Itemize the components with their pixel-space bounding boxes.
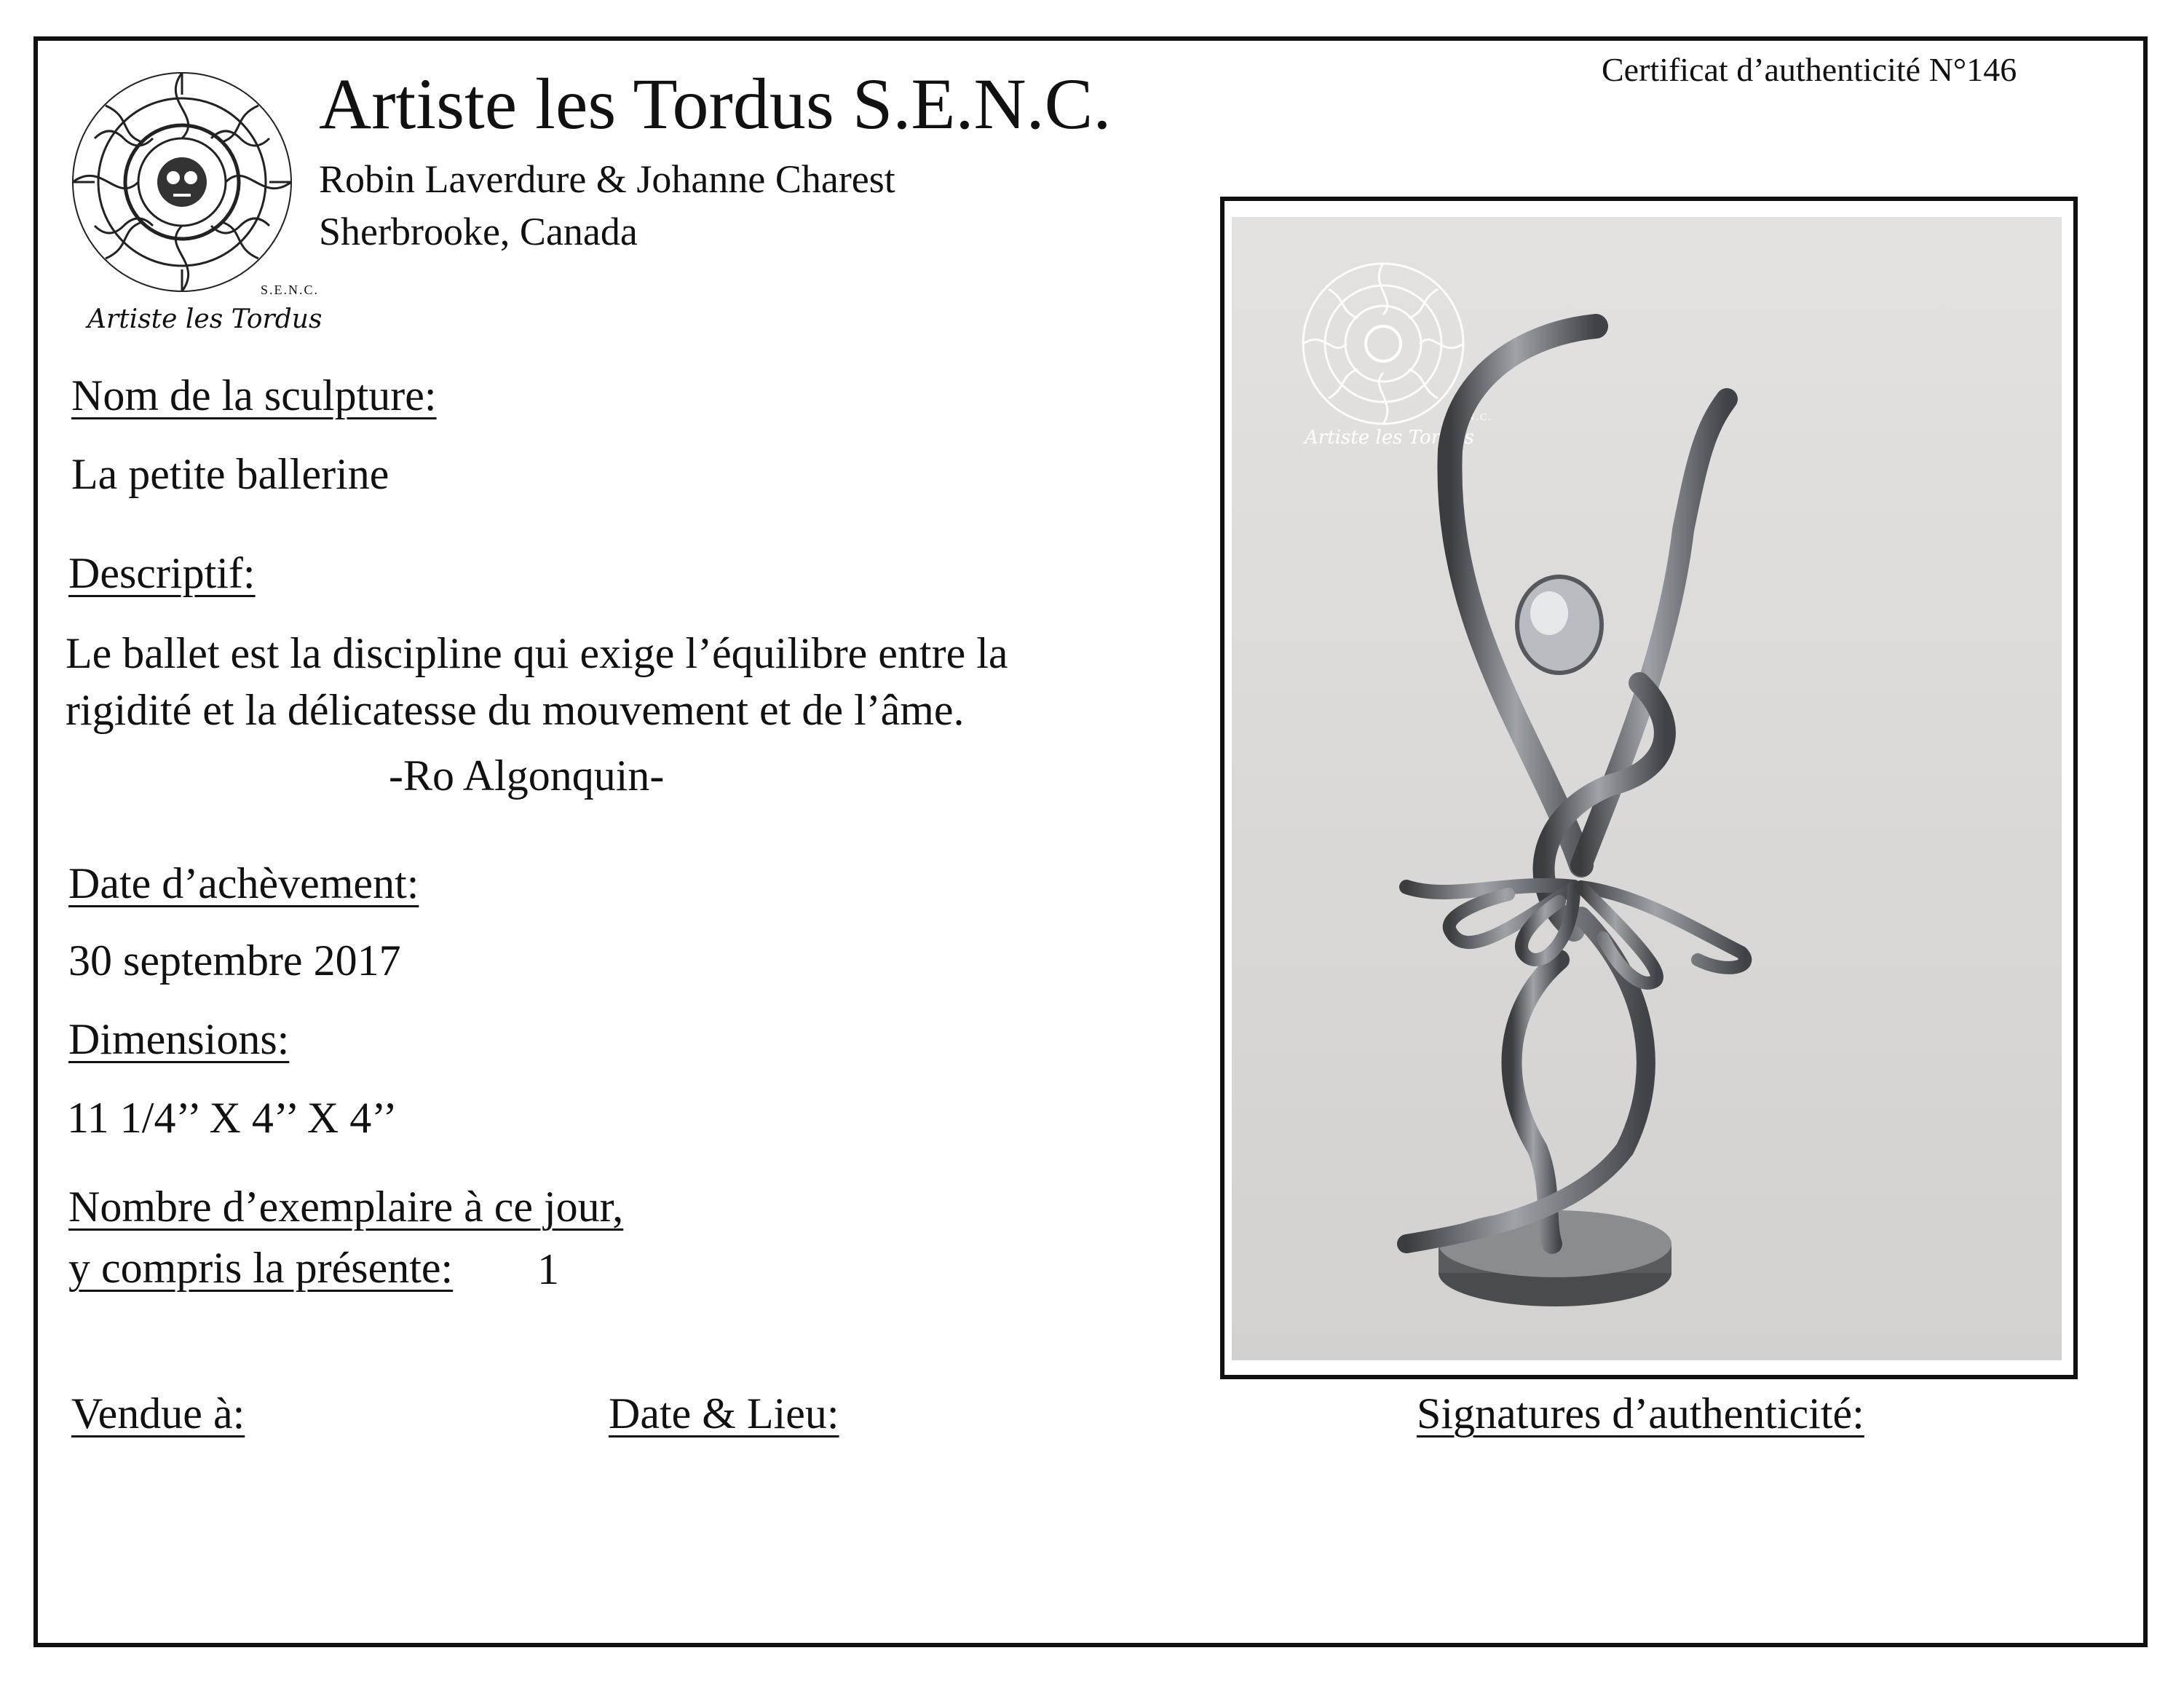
copies-label-line-2: y compris la présente:: [68, 1244, 454, 1292]
description-author: -Ro Algonquin-: [389, 752, 665, 800]
artists-names: Robin Laverdure & Johanne Charest: [319, 157, 895, 201]
sculpture-name-label: Nom de la sculpture:: [71, 371, 437, 419]
company-name: Artiste les Tordus S.E.N.C.: [319, 63, 1112, 144]
watermark-caption: Artiste les Tordus: [1305, 427, 1474, 449]
completion-date-label: Date d’achèvement:: [68, 859, 419, 907]
description-line-1: Le ballet est la discipline qui exige l’équilibre entre la: [66, 629, 1008, 677]
company-logo-icon: [51, 51, 313, 342]
sold-to-label: Vendue à:: [71, 1389, 245, 1437]
logo-caption: Artiste les Tordus: [87, 304, 323, 334]
description-label: Descriptif:: [68, 549, 256, 597]
dimensions-label: Dimensions:: [68, 1015, 290, 1063]
date-place-label: Date & Lieu:: [609, 1389, 839, 1437]
signatures-label: Signatures d’authenticité:: [1417, 1389, 1864, 1437]
completion-date-value: 30 septembre 2017: [68, 936, 401, 985]
sculpture-name-value: La petite ballerine: [71, 450, 389, 498]
logo-mark: S.E.N.C.: [261, 283, 320, 297]
dimensions-value: 11 1/4’’ X 4’’ X 4’’: [67, 1094, 397, 1142]
ballerina-sculpture-icon: [1232, 217, 2062, 1360]
watermark-mark: S.E.N.C.: [1444, 412, 1492, 423]
company-location: Sherbrooke, Canada: [319, 210, 638, 253]
certificate-number: Certificat d’authenticité N°146: [1602, 51, 2017, 88]
description-line-2: rigidité et la délicatesse du mouvement et de l’âme.: [66, 686, 965, 734]
copies-label-line-1: Nombre d’exemplaire à ce jour,: [68, 1183, 624, 1231]
copies-value: 1: [537, 1245, 559, 1293]
